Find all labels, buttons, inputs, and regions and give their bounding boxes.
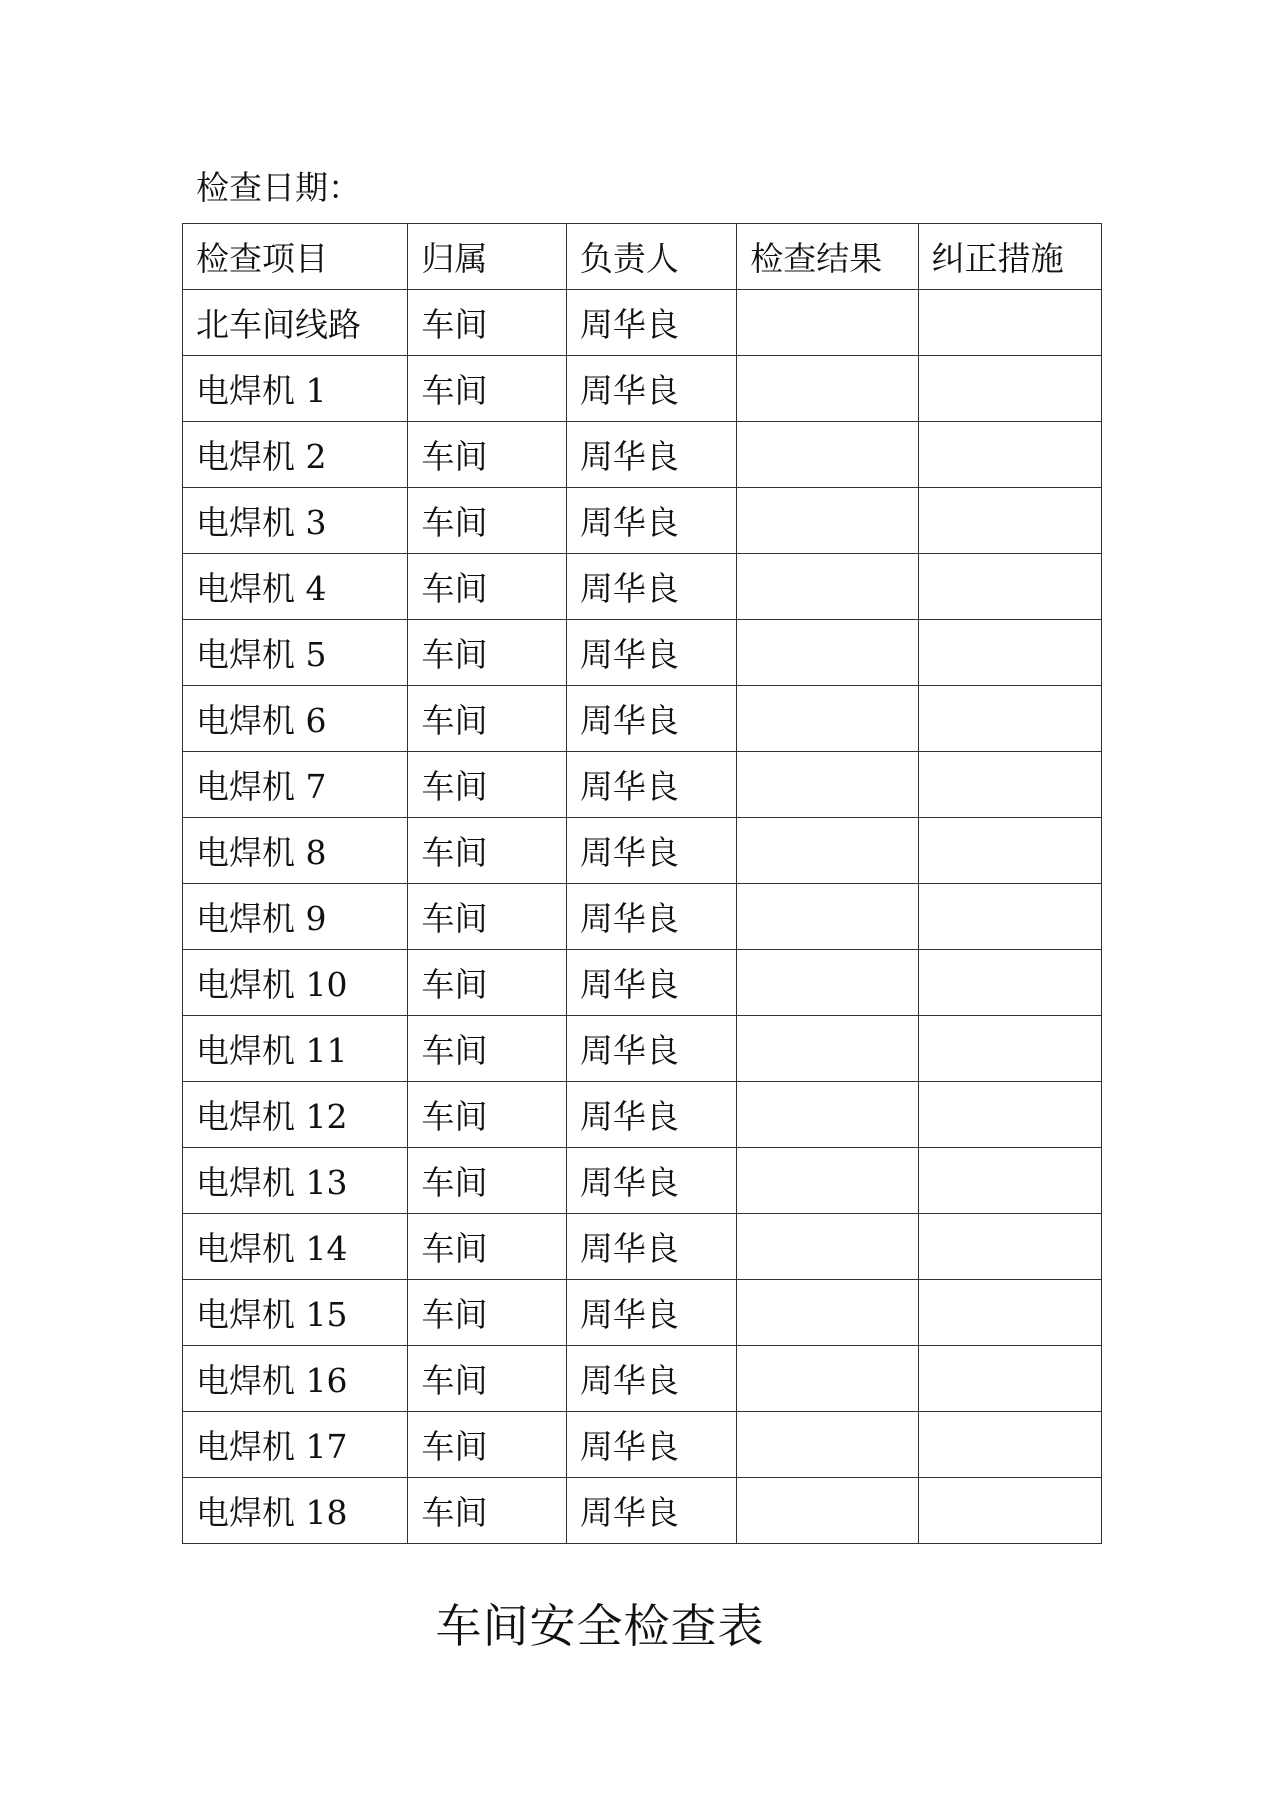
cell-inspection-result [737, 1016, 918, 1082]
cell-responsible-person: 周华良 [566, 554, 736, 620]
table-row [183, 1148, 1102, 1214]
cell-corrective-measures [918, 686, 1101, 752]
cell-ownership: 车间 [408, 1016, 566, 1082]
cell-responsible-person: 周华良 [566, 620, 736, 686]
table-row [183, 554, 1102, 620]
cell-responsible-person: 周华良 [566, 488, 736, 554]
cell-ownership: 车间 [408, 1412, 566, 1478]
cell-ownership: 车间 [408, 818, 566, 884]
cell-corrective-measures [918, 554, 1101, 620]
table-row [183, 290, 1102, 356]
cell-inspection-item: 电焊机 2 [183, 422, 408, 488]
cell-inspection-result [737, 884, 918, 950]
cell-responsible-person: 周华良 [566, 752, 736, 818]
cell-corrective-measures [918, 1346, 1101, 1412]
header-inspection-item: 检查项目 [183, 224, 408, 290]
cell-ownership: 车间 [408, 1280, 566, 1346]
cell-corrective-measures [918, 1478, 1101, 1544]
cell-inspection-item: 电焊机 17 [183, 1412, 408, 1478]
cell-inspection-item: 电焊机 3 [183, 488, 408, 554]
cell-responsible-person: 周华良 [566, 1412, 736, 1478]
cell-inspection-result [737, 290, 918, 356]
cell-ownership: 车间 [408, 884, 566, 950]
cell-inspection-result [737, 752, 918, 818]
check-date-label: 检查日期： [196, 168, 361, 207]
cell-corrective-measures [918, 356, 1101, 422]
cell-inspection-item: 电焊机 16 [183, 1346, 408, 1412]
cell-inspection-item: 电焊机 9 [183, 884, 408, 950]
table-row [183, 356, 1102, 422]
cell-responsible-person: 周华良 [566, 1214, 736, 1280]
header-corrective-measures: 纠正措施 [918, 224, 1101, 290]
table-row [183, 1016, 1102, 1082]
cell-responsible-person: 周华良 [566, 950, 736, 1016]
table-row [183, 818, 1102, 884]
cell-ownership: 车间 [408, 488, 566, 554]
cell-corrective-measures [918, 884, 1101, 950]
cell-ownership: 车间 [408, 1082, 566, 1148]
table-row [183, 1214, 1102, 1280]
cell-corrective-measures [918, 752, 1101, 818]
cell-responsible-person: 周华良 [566, 290, 736, 356]
cell-corrective-measures [918, 950, 1101, 1016]
cell-inspection-item: 电焊机 13 [183, 1148, 408, 1214]
cell-inspection-item: 电焊机 14 [183, 1214, 408, 1280]
cell-ownership: 车间 [408, 290, 566, 356]
table-body [183, 290, 1102, 1544]
cell-inspection-item: 电焊机 5 [183, 620, 408, 686]
cell-inspection-item: 电焊机 11 [183, 1016, 408, 1082]
cell-responsible-person: 周华良 [566, 1082, 736, 1148]
cell-inspection-item: 电焊机 7 [183, 752, 408, 818]
cell-ownership: 车间 [408, 1214, 566, 1280]
cell-responsible-person: 周华良 [566, 422, 736, 488]
cell-inspection-result [737, 1478, 918, 1544]
table-row [183, 752, 1102, 818]
cell-inspection-result [737, 1148, 918, 1214]
cell-inspection-result [737, 950, 918, 1016]
cell-inspection-item: 电焊机 12 [183, 1082, 408, 1148]
cell-inspection-item: 电焊机 6 [183, 686, 408, 752]
inspection-table [182, 223, 1102, 1544]
cell-inspection-result [737, 488, 918, 554]
table-row [183, 1412, 1102, 1478]
table-row [183, 884, 1102, 950]
cell-corrective-measures [918, 1148, 1101, 1214]
cell-ownership: 车间 [408, 752, 566, 818]
table-row [183, 950, 1102, 1016]
cell-inspection-result [737, 422, 918, 488]
cell-corrective-measures [918, 488, 1101, 554]
cell-responsible-person: 周华良 [566, 884, 736, 950]
cell-corrective-measures [918, 1280, 1101, 1346]
header-inspection-result: 检查结果 [737, 224, 918, 290]
cell-corrective-measures [918, 1082, 1101, 1148]
cell-inspection-item: 电焊机 18 [183, 1478, 408, 1544]
cell-inspection-result [737, 1214, 918, 1280]
cell-inspection-item: 电焊机 8 [183, 818, 408, 884]
cell-inspection-result [737, 818, 918, 884]
cell-inspection-item: 电焊机 1 [183, 356, 408, 422]
cell-ownership: 车间 [408, 1148, 566, 1214]
cell-ownership: 车间 [408, 1346, 566, 1412]
cell-corrective-measures [918, 620, 1101, 686]
cell-responsible-person: 周华良 [566, 1346, 736, 1412]
cell-responsible-person: 周华良 [566, 1478, 736, 1544]
table-row [183, 1082, 1102, 1148]
cell-inspection-result [737, 1346, 918, 1412]
cell-inspection-result [737, 686, 918, 752]
cell-corrective-measures [918, 818, 1101, 884]
table-row [183, 686, 1102, 752]
cell-inspection-item: 北车间线路 [183, 290, 408, 356]
cell-corrective-measures [918, 1016, 1101, 1082]
cell-responsible-person: 周华良 [566, 818, 736, 884]
cell-responsible-person: 周华良 [566, 356, 736, 422]
cell-corrective-measures [918, 290, 1101, 356]
header-ownership: 归属 [408, 224, 566, 290]
cell-responsible-person: 周华良 [566, 1148, 736, 1214]
cell-inspection-result [737, 356, 918, 422]
table-row [183, 488, 1102, 554]
cell-inspection-result [737, 1412, 918, 1478]
cell-inspection-result [737, 1082, 918, 1148]
cell-corrective-measures [918, 1412, 1101, 1478]
cell-inspection-result [737, 1280, 918, 1346]
cell-ownership: 车间 [408, 1478, 566, 1544]
cell-ownership: 车间 [408, 554, 566, 620]
cell-corrective-measures [918, 422, 1101, 488]
document-title: 车间安全检查表 [435, 1599, 765, 1653]
table-row [183, 1280, 1102, 1346]
cell-responsible-person: 周华良 [566, 1016, 736, 1082]
cell-ownership: 车间 [408, 950, 566, 1016]
table-row [183, 1346, 1102, 1412]
cell-ownership: 车间 [408, 422, 566, 488]
table-row [183, 1478, 1102, 1544]
cell-inspection-item: 电焊机 15 [183, 1280, 408, 1346]
table-header-row [183, 224, 1102, 290]
header-responsible-person: 负责人 [566, 224, 736, 290]
cell-responsible-person: 周华良 [566, 1280, 736, 1346]
cell-ownership: 车间 [408, 686, 566, 752]
table-row [183, 422, 1102, 488]
cell-responsible-person: 周华良 [566, 686, 736, 752]
cell-inspection-item: 电焊机 4 [183, 554, 408, 620]
table-row [183, 620, 1102, 686]
cell-inspection-item: 电焊机 10 [183, 950, 408, 1016]
cell-inspection-result [737, 620, 918, 686]
cell-inspection-result [737, 554, 918, 620]
cell-corrective-measures [918, 1214, 1101, 1280]
cell-ownership: 车间 [408, 356, 566, 422]
cell-ownership: 车间 [408, 620, 566, 686]
